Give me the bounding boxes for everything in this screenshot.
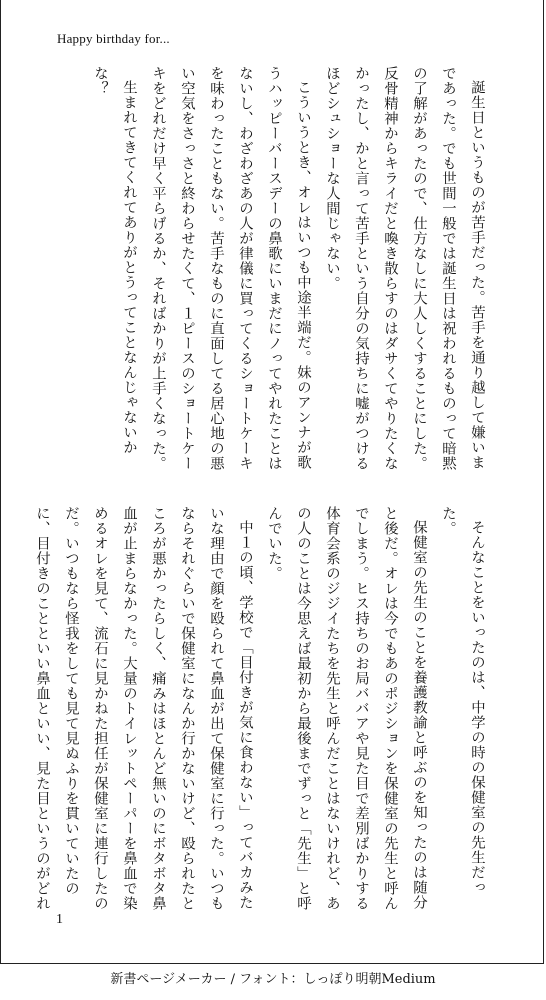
- paragraph: 保健室の先生のことを養護教諭と呼ぶのを知ったのは随分と後だ。オレは今でもあのポジションを保健室の先生と呼んでしまう。ヒス持ちのお局ババアや見た目で差別ばかりする体育会系のジジイたちを先生と呼んだことはないけれど、あの人のことは今思えば最初から最後までずっと「先生」と呼んでいた。: [266, 506, 427, 911]
- page-header: Happy birthday for...: [57, 31, 170, 46]
- paragraph: こういうとき、オレはいつも中途半端だ。妹のアンナが歌うハッピーバースデーの鼻歌にいまだにノってやれたことはないし、わざわざあの人が律儀に買ってくるショートケーキを味わったこともない。苦手なものに直面してる居心地の悪い空気をさっさと終わらせたくて、１ピースのショートケーキをどれだけ早く平らげるか、そればかりが上手くなった。: [150, 66, 311, 471]
- paragraph: 中１の頃、学校で「目付きが気に食わない」ってバカみたいな理由で顔を殴られて鼻血が出て保健室に行った。いつもならそれぐらいで保健室になんか行かないけど、殴られたところが悪かったらしく、痛みはほとんど無いのにボタボタ鼻血が止まらなかった。大量のトイレットペーパーを鼻血で染めるオレを見て、流石に見かねた担任が保健室に連行したのだ。いつもなら怪我をしても見て見ぬふりを貫いていたのに、目付きのことといい鼻血といい、見た目というのがどれ: [34, 506, 253, 911]
- paragraph: 生まれてきてくれてありがとうってことなんじゃないかな？: [92, 66, 137, 456]
- text-block-upper: [85, 66, 491, 471]
- text-block-lower: [27, 506, 491, 911]
- footer-credit: 新書ページメーカー / フォント：しっぽり明朝Medium: [110, 972, 436, 987]
- page-number: 1: [56, 912, 63, 927]
- paragraph: そんなことをいったのは、中学の時の保健室の先生だった。: [440, 506, 485, 896]
- paragraph: 誕生日というものが苦手だった。苦手を通り越して嫌いまであった。でも世間一般では誕生日は祝われるものって暗黙の了解があったので、仕方なしに大人しくすることにした。反骨精神からキライだと喚き散らすのはダサくてやりたくなかったし、かと言って苦手という自分の気持ちに嘘がつけるほどシュショーな人間じゃない。: [324, 66, 485, 471]
